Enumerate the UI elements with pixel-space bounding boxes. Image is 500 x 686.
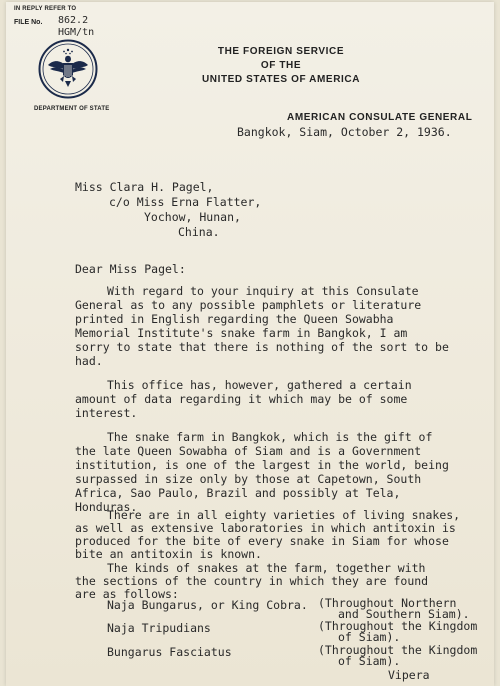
foreign-service-heading-line3: UNITED STATES OF AMERICA: [201, 74, 361, 85]
paragraph-line: The snake farm in Bangkok, which is the gift of: [107, 430, 433, 444]
address-line: China.: [178, 225, 220, 239]
consulate-heading: AMERICAN CONSULATE GENERAL: [287, 112, 473, 123]
in-reply-refer-label: IN REPLY REFER TO: [14, 6, 77, 12]
paragraph-line: the late Queen Sowabha of Siam and is a Government: [75, 444, 422, 458]
paragraph-line: Africa, Sao Paulo, Brazil and possibly at Tela,: [75, 486, 401, 500]
paragraph-line: bite an antitoxin is known.: [75, 547, 262, 561]
paragraph-line: General as to any possible pamphlets or literature: [75, 298, 422, 312]
paragraph-line: are as follows:: [75, 587, 179, 601]
address-line: c/o Miss Erna Flatter,: [109, 195, 262, 209]
file-number-label: FILE No.: [14, 19, 43, 26]
department-of-state-label: DEPARTMENT OF STATE: [34, 106, 110, 112]
great-seal-emblem: [38, 39, 98, 99]
paragraph-line: Honduras.: [75, 500, 138, 514]
paragraph-line: The kinds of snakes at the farm, together with: [107, 561, 426, 575]
snake-name: Naja Tripudians: [107, 621, 211, 635]
paragraph-line: With regard to your inquiry at this Consulate: [107, 284, 419, 298]
paragraph-line: Memorial Institute's snake farm in Bangkok, I am: [75, 326, 408, 340]
file-initials: HGM/tn: [58, 27, 95, 38]
paragraph-line: surpassed in size only by those at Capetown, South: [75, 472, 422, 486]
paragraph-line: produced for the bite of every snake in Siam for whose: [75, 534, 449, 548]
paragraph-line: There are in all eighty varieties of living snakes,: [107, 508, 461, 522]
paragraph-line: had.: [75, 354, 103, 368]
foreign-service-heading-line2: OF THE: [260, 60, 302, 71]
date-line: Bangkok, Siam, October 2, 1936.: [237, 125, 452, 139]
address-line: Miss Clara H. Pagel,: [75, 180, 214, 194]
paragraph-line: interest.: [75, 406, 138, 420]
address-line: Yochow, Hunan,: [144, 210, 241, 224]
snake-name: Bungarus Fasciatus: [107, 645, 232, 659]
snake-region: of Siam).: [338, 630, 401, 644]
snake-region: (Throughout the Kingdom: [318, 619, 478, 633]
paragraph-line: This office has, however, gathered a certain: [107, 378, 412, 392]
paragraph-line: as well as extensive laboratories in which antitoxin is: [75, 521, 456, 535]
foreign-service-heading-line1: THE FOREIGN SERVICE: [217, 46, 345, 57]
catchword: Vipera: [388, 668, 430, 682]
snake-region: and Southern Siam).: [338, 607, 470, 621]
file-number-value: 862.2: [58, 15, 89, 26]
paragraph-line: institution, is one of the largest in the world, being: [75, 458, 449, 472]
paragraph-line: amount of data regarding it which may be of some: [75, 392, 408, 406]
snake-region: (Throughout the Kingdom: [318, 643, 478, 657]
snake-name: Naja Bungarus, or King Cobra.: [107, 598, 308, 612]
paragraph-line: printed in English regarding the Queen Sowabha: [75, 312, 394, 326]
snake-region: (Throughout Northern: [318, 596, 457, 610]
paragraph-line: the sections of the country in which they are found: [75, 574, 429, 588]
salutation: Dear Miss Pagel:: [75, 262, 186, 276]
snake-region: of Siam).: [338, 654, 401, 668]
paragraph-line: sorry to state that there is nothing of the sort to be: [75, 340, 449, 354]
